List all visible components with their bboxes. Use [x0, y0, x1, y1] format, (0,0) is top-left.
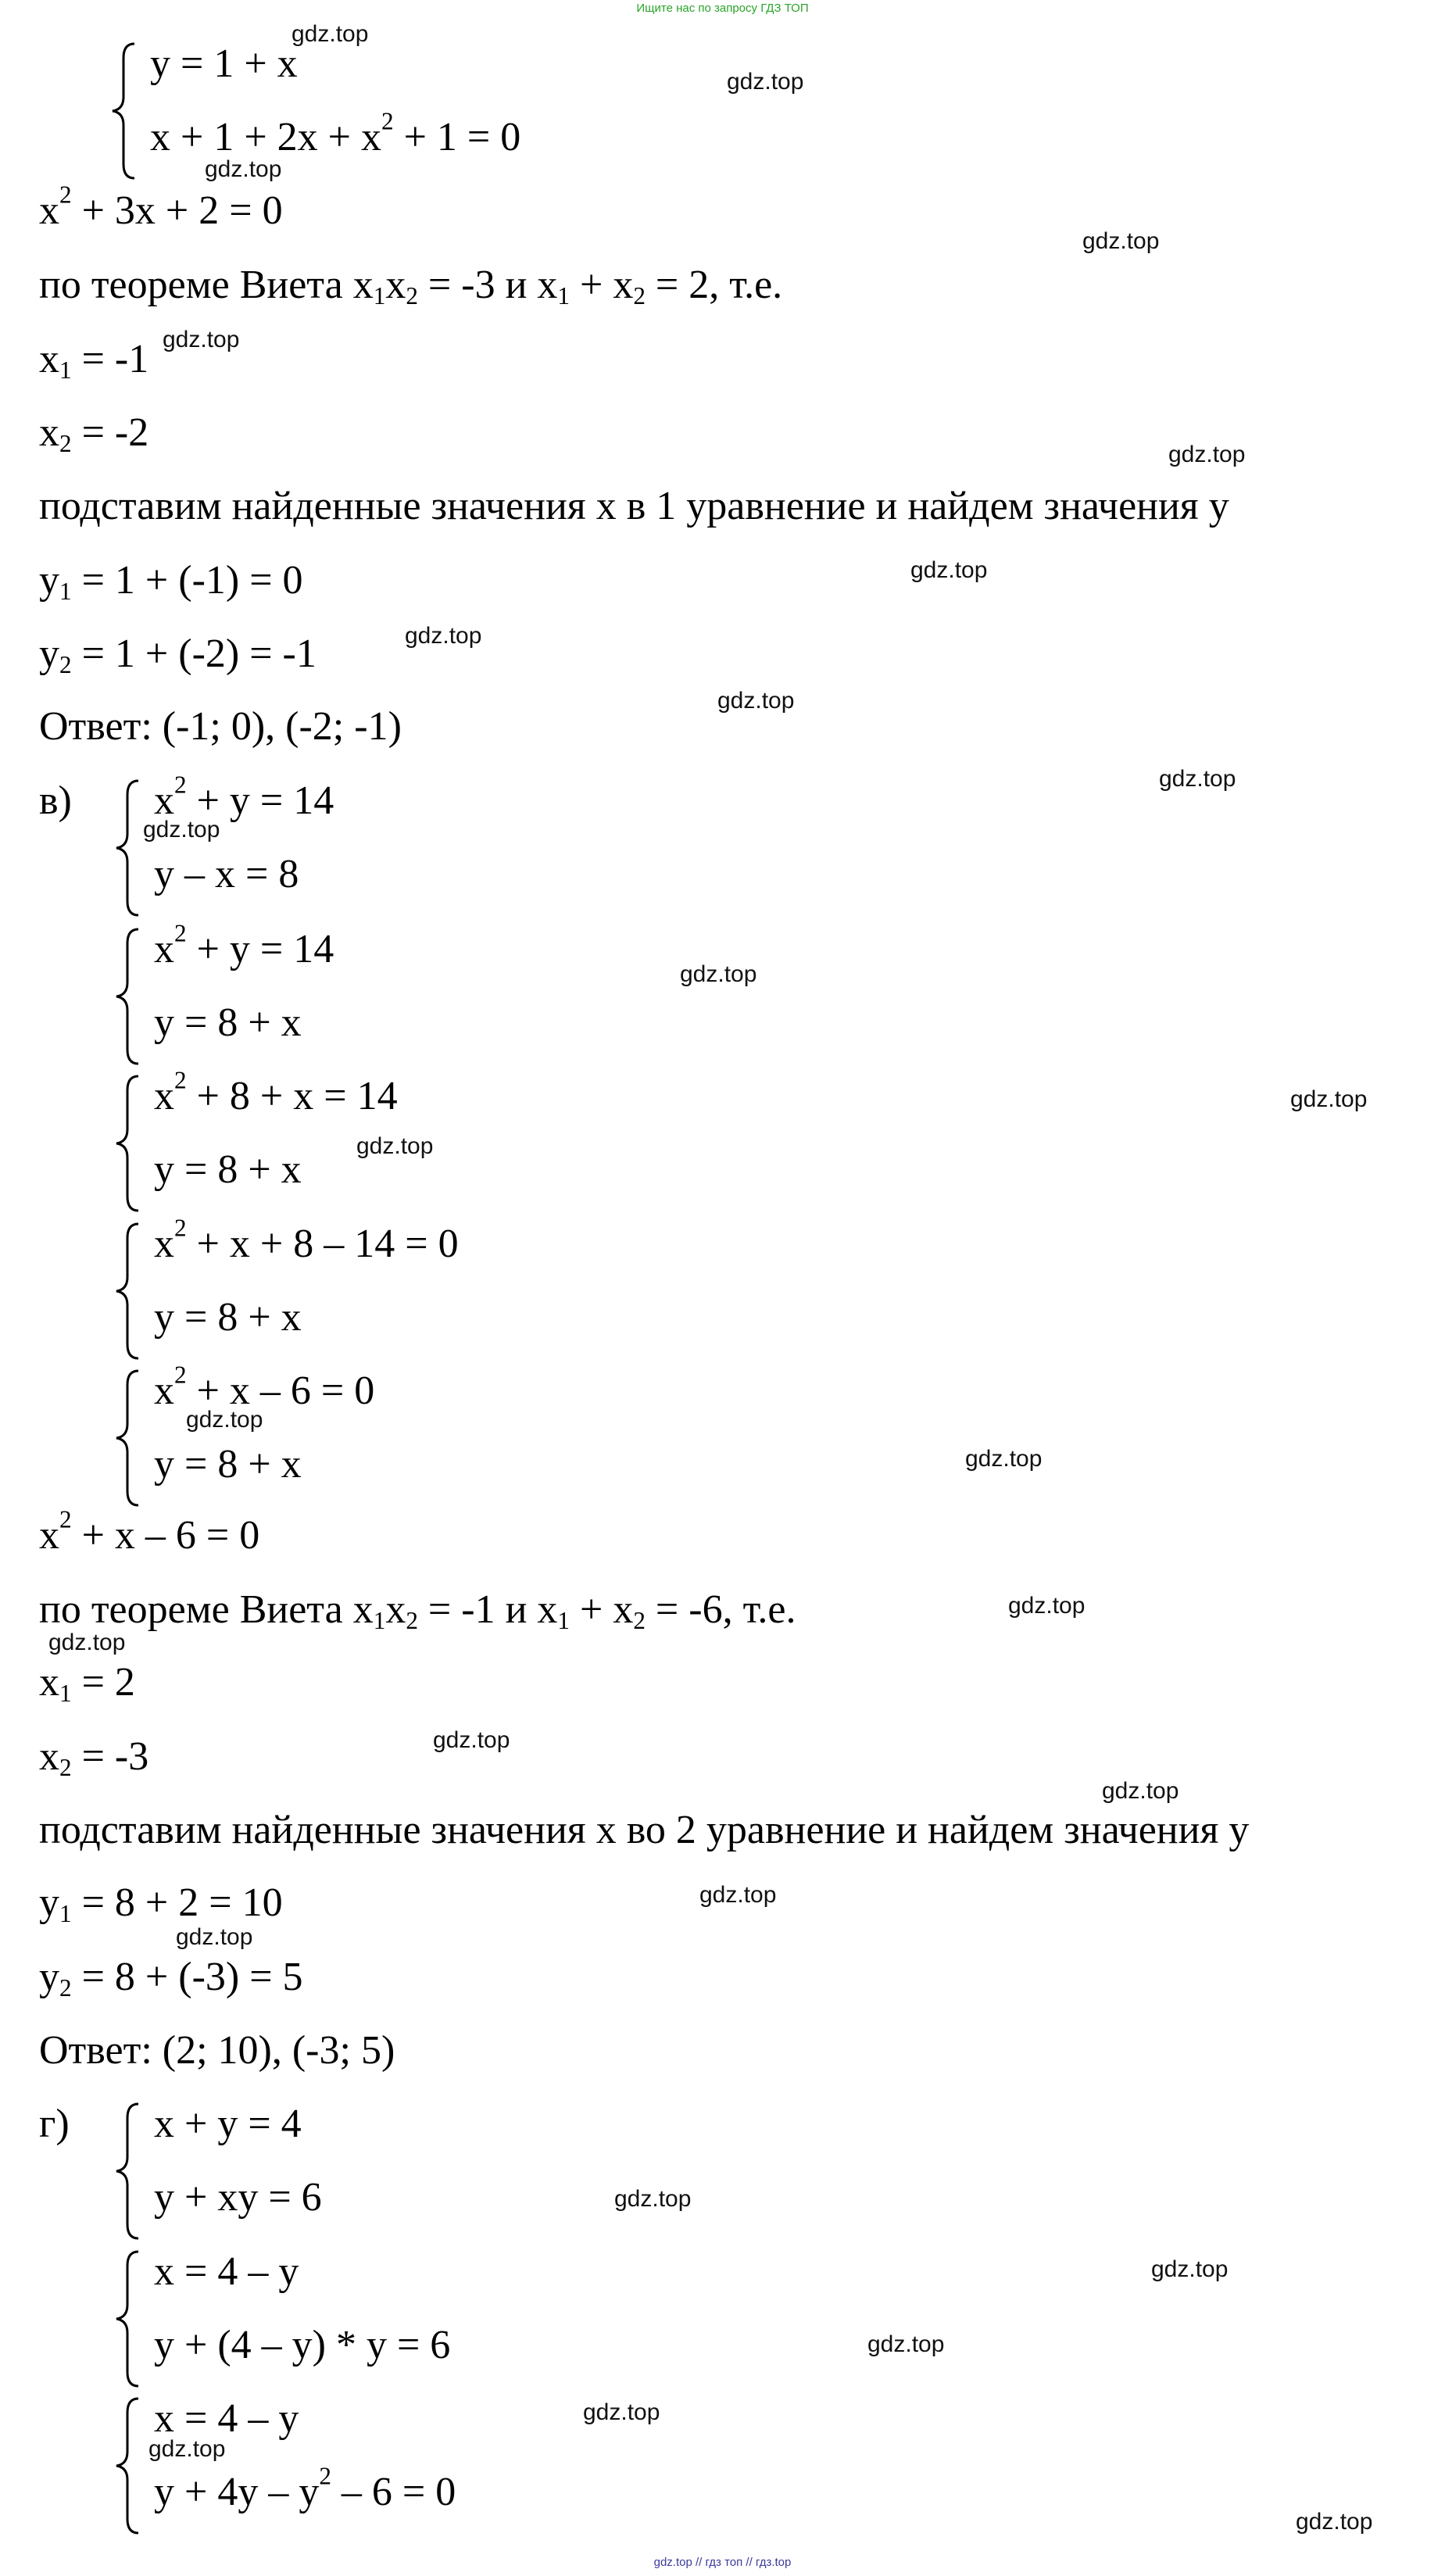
watermark: gdz.top — [867, 2331, 945, 2357]
brace-icon — [113, 1073, 145, 1214]
equation: y – x = 8 — [154, 852, 299, 896]
watermark: gdz.top — [205, 156, 282, 182]
equation: $x + 1 + 2x + x^2 + 1 = 0$ — [150, 107, 521, 159]
part-label-v: в) — [39, 778, 72, 823]
root-x1: $x_1 = 2$ — [39, 1660, 135, 1707]
answer-b: Ответ: (2; 10), (-3; 5) — [39, 2028, 395, 2073]
root-x2: $x_2 = -2$ — [39, 410, 149, 457]
watermark: gdz.top — [910, 557, 988, 583]
brace-icon — [113, 2101, 145, 2241]
vieta-line: по теореме Виета $x_1x_2 = -1$ и $x_1 + x_2 = -6$, т.е. — [39, 1587, 796, 1634]
part-label-g: г) — [39, 2102, 70, 2146]
watermark: gdz.top — [1290, 1086, 1368, 1112]
watermark: gdz.top — [292, 21, 369, 47]
watermark: gdz.top — [965, 1446, 1043, 1472]
substitution-text: подставим найденные значения x в 1 уравнение и найдем значения y — [39, 484, 1229, 528]
watermark: gdz.top — [1151, 2256, 1229, 2282]
watermark: gdz.top — [163, 327, 240, 352]
watermark: gdz.top — [356, 1133, 434, 1159]
watermark: gdz.top — [717, 688, 795, 714]
watermark: gdz.top — [1102, 1778, 1179, 1804]
watermark: gdz.top — [433, 1727, 510, 1753]
equation: y = 8 + x — [154, 1000, 302, 1045]
equation: x + y = 4 — [154, 2102, 302, 2146]
vieta-line: по теореме Виета $x_1x_2 = -3$ и $x_1 + x_2 = 2$, т.е. — [39, 263, 783, 309]
brace-icon — [113, 1221, 145, 1361]
equation: $x^2 + y = 14$ — [154, 771, 334, 823]
watermark: gdz.top — [1159, 766, 1236, 792]
watermark: gdz.top — [143, 817, 220, 843]
watermark: gdz.top — [148, 2436, 226, 2462]
equation: y + xy = 6 — [154, 2175, 322, 2220]
root-x1: $x_1 = -1$ — [39, 337, 149, 384]
watermark: gdz.top — [1008, 1593, 1086, 1619]
brace-icon — [113, 2249, 145, 2389]
equation: x = 4 – y — [154, 2396, 299, 2441]
watermark: gdz.top — [583, 2399, 660, 2425]
equation: $x^2 + 8 + x = 14$ — [154, 1066, 398, 1118]
substitution-text: подставим найденные значения x во 2 уравнение и найдем значения y — [39, 1808, 1250, 1852]
equation: $x^2 + x + 8 - 14 = 0$ — [154, 1214, 459, 1266]
watermark: gdz.top — [680, 961, 757, 987]
value-y2: $y_2 = 1 + (-2) = -1$ — [39, 631, 317, 678]
equation: $x^2 + x - 6 = 0$ — [154, 1361, 375, 1413]
watermark: gdz.top — [48, 1630, 126, 1655]
value-y1: $y_1 = 1 + (-1) = 0$ — [39, 558, 303, 605]
watermark: gdz.top — [699, 1882, 777, 1908]
watermark: gdz.top — [186, 1407, 263, 1433]
watermark: gdz.top — [614, 2186, 692, 2212]
watermark: gdz.top — [1296, 2509, 1373, 2535]
equation: y = 8 + x — [154, 1147, 302, 1192]
watermark: gdz.top — [176, 1924, 253, 1950]
watermark: gdz.top — [727, 69, 804, 95]
brace-icon — [113, 926, 145, 1067]
quadratic-equation: $x^2 + 3x + 2 = 0$ — [39, 181, 283, 233]
root-x2: $x_2 = -3$ — [39, 1734, 149, 1781]
equation: y = 8 + x — [154, 1295, 302, 1340]
equation: $x^2 + y = 14$ — [154, 919, 334, 971]
equation: $y + 4y - y^2 - 6 = 0$ — [154, 2462, 456, 2514]
brace-icon — [113, 778, 145, 918]
brace-icon — [109, 41, 141, 181]
brace-icon — [113, 2395, 145, 2536]
equation: y + (4 – y) * y = 6 — [154, 2323, 451, 2367]
value-y2: $y_2 = 8 + (-3) = 5$ — [39, 1955, 303, 2002]
footer-links[interactable]: gdz.top // гдз топ // гдз.top — [653, 2556, 792, 2569]
equation: y = 8 + x — [154, 1442, 302, 1487]
watermark: gdz.top — [1168, 442, 1246, 467]
equation: y = 1 + x — [150, 41, 298, 86]
answer-a: Ответ: (-1; 0), (-2; -1) — [39, 704, 402, 749]
value-y1: $y_1 = 8 + 2 = 10$ — [39, 1880, 283, 1927]
quadratic-equation: $x^2 + x - 6 = 0$ — [39, 1505, 260, 1558]
watermark: gdz.top — [1082, 228, 1160, 254]
top-banner[interactable]: Ищите нас по запросу ГДЗ ТОП — [636, 2, 809, 15]
watermark: gdz.top — [405, 623, 482, 649]
equation: x = 4 – y — [154, 2249, 299, 2294]
brace-icon — [113, 1368, 145, 1508]
